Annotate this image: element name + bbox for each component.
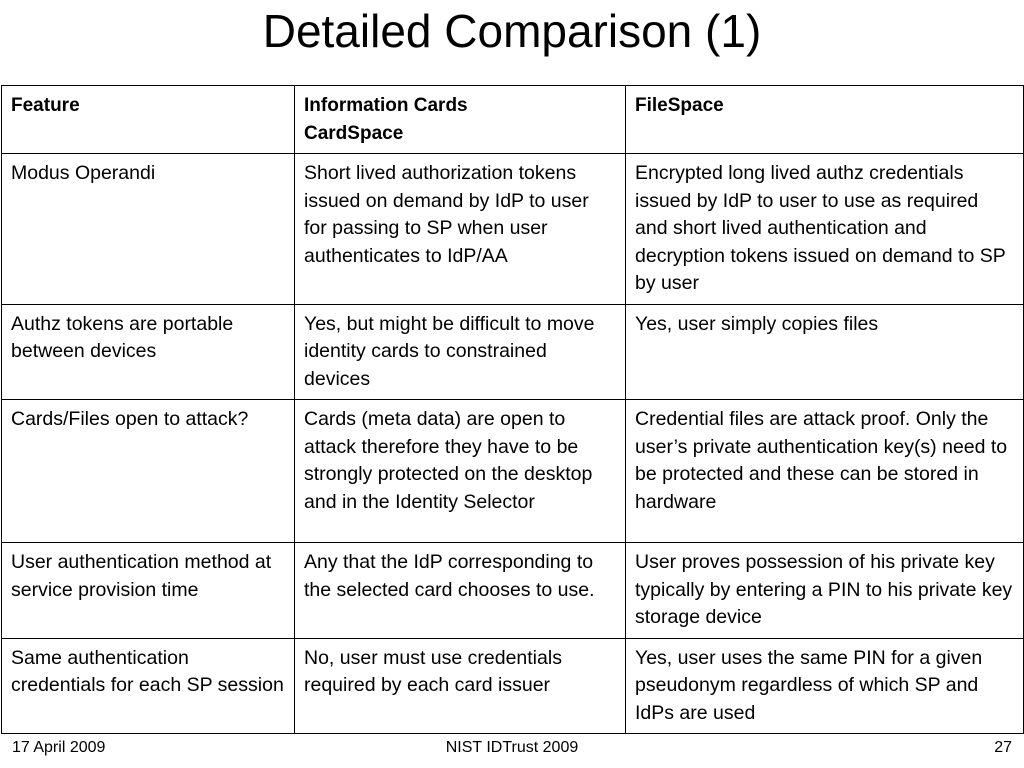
row-cardspace-cell: Yes, but might be difficult to move identity cards to constrained devices xyxy=(295,304,626,400)
row-cardspace-cell: No, user must use credentials required by each card issuer xyxy=(295,638,626,734)
row-filespace-cell: Credential files are attack proof. Only the user’s private authentication key(s) need to be protected and these can be stored in hardware xyxy=(626,400,1024,543)
table-row xyxy=(2,304,1024,400)
row-cardspace-cell: Short lived authorization tokens issued on demand by IdP to user for passing to SP when user authenticates to IdP/AA xyxy=(295,154,626,305)
row-feature-cell: Authz tokens are portable between devices xyxy=(2,304,295,400)
footer-page-number: 27 xyxy=(994,739,1012,756)
table-row xyxy=(2,154,1024,305)
row-filespace-cell: Yes, user simply copies files xyxy=(626,304,1024,400)
footer-date: 17 April 2009 xyxy=(12,739,106,756)
row-filespace-cell: Yes, user uses the same PIN for a given pseudonym regardless of which SP and IdPs are used xyxy=(626,638,1024,734)
row-filespace-cell: User proves possession of his private key typically by entering a PIN to his private key storage device xyxy=(626,543,1024,639)
comparison-table xyxy=(1,85,1024,734)
row-feature-cell: Same authentication credentials for each SP session xyxy=(2,638,295,734)
row-feature-cell: Cards/Files open to attack? xyxy=(2,400,295,543)
row-cardspace-cell: Any that the IdP corresponding to the selected card chooses to use. xyxy=(295,543,626,639)
row-cardspace-cell: Cards (meta data) are open to attack therefore they have to be strongly protected on the desktop and in the Identity Selector xyxy=(295,400,626,543)
table-row xyxy=(2,638,1024,734)
header-feature: Feature xyxy=(2,86,295,154)
footer-conference: NIST IDTrust 2009 xyxy=(445,739,579,756)
table-row xyxy=(2,400,1024,543)
header-information-cards: Information Cards CardSpace xyxy=(295,86,626,154)
row-feature-cell: User authentication method at service provision time xyxy=(2,543,295,639)
header-filespace: FileSpace xyxy=(626,86,1024,154)
row-feature-cell: Modus Operandi xyxy=(2,154,295,305)
slide-title: Detailed Comparison (1) xyxy=(262,5,762,57)
table-header-row xyxy=(2,86,1024,154)
table-row xyxy=(2,543,1024,639)
row-filespace-cell: Encrypted long lived authz credentials issued by IdP to user to use as required and short lived authentication and decryption tokens issued on demand to SP by user xyxy=(626,154,1024,305)
